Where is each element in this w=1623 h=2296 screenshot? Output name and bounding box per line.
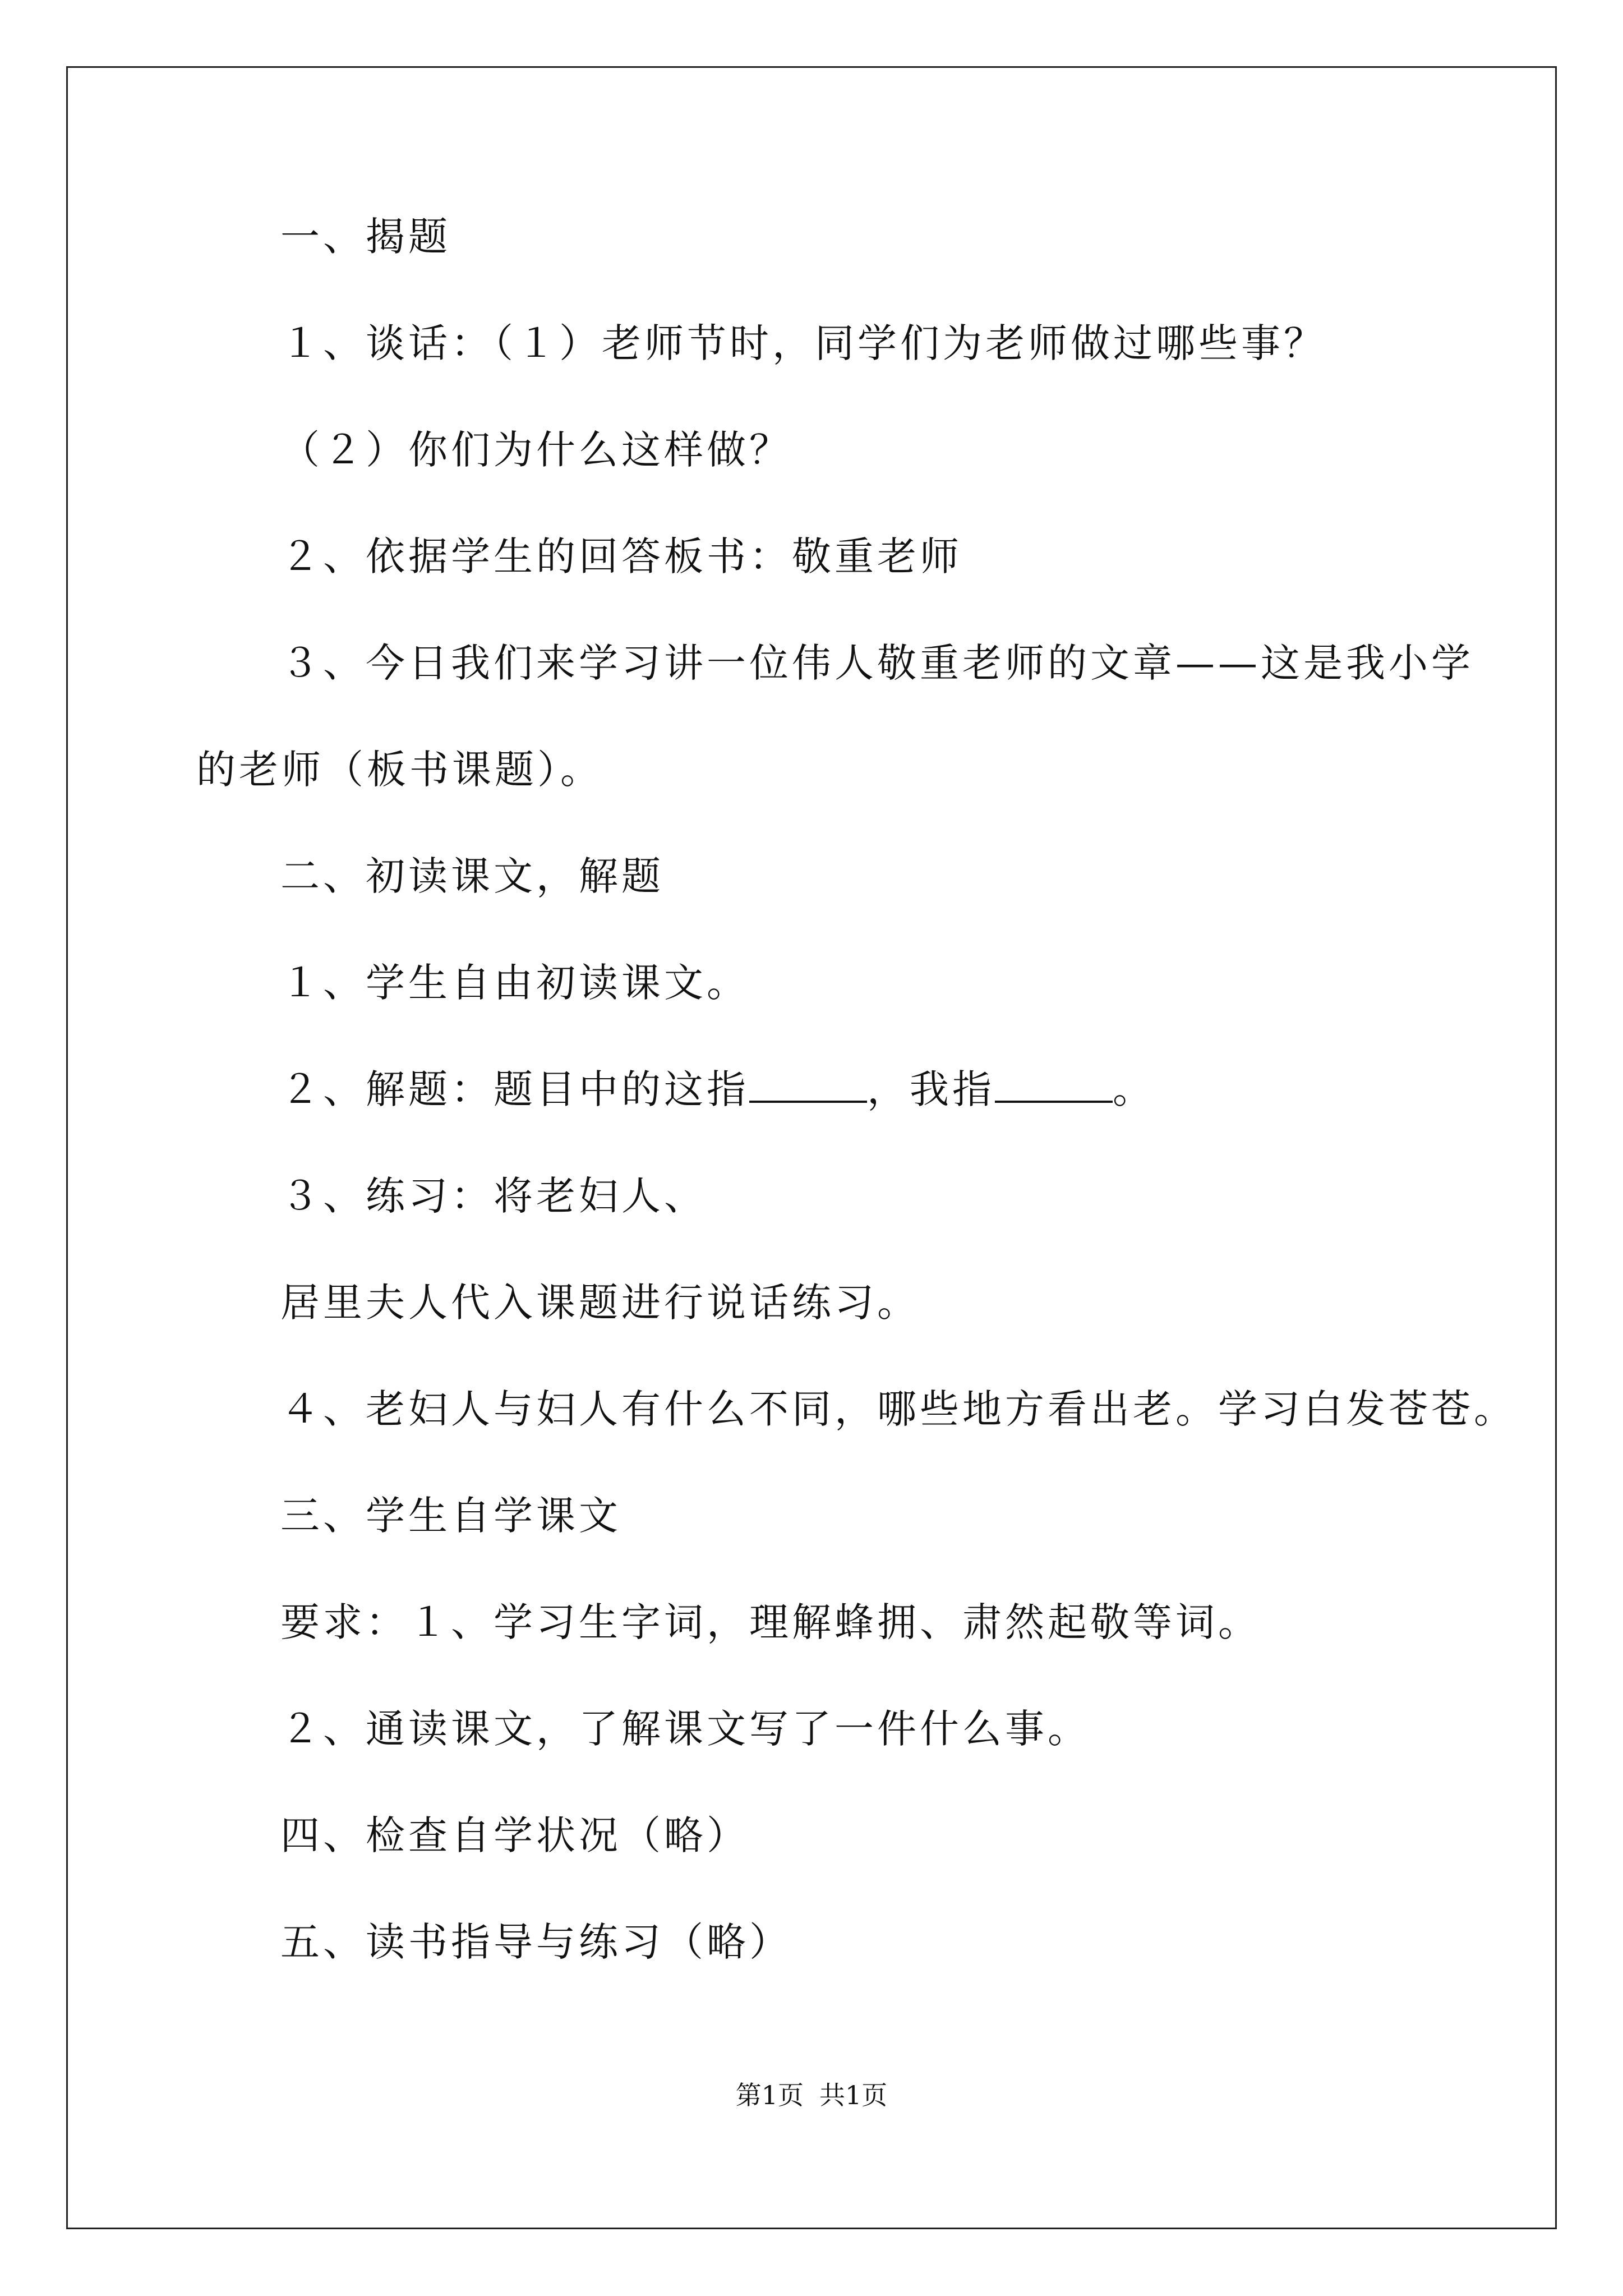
heading-2: 二、初读课文，解题 bbox=[280, 853, 664, 899]
paragraph: 要求：１、学习生字词，理解蜂拥、肃然起敬等词。 bbox=[280, 1599, 1261, 1645]
paragraph: ４、老妇人与妇人有什么不同，哪些地方看出老。学习白发苍苍。 bbox=[280, 1386, 1516, 1432]
fill-blank-1 bbox=[749, 1067, 867, 1103]
paragraph: １、谈话：（１）老师节时，同学们为老师做过哪些事？ bbox=[280, 320, 1326, 366]
paragraph: １、学生自由初读课文。 bbox=[280, 960, 749, 1006]
page-border bbox=[66, 66, 1557, 2229]
page-number-total: 共1页 bbox=[819, 2080, 888, 2110]
blank-prefix: ２、解题：题目中的这指 bbox=[280, 1066, 749, 1112]
fill-blank-2 bbox=[995, 1067, 1113, 1103]
page-number-current: 第1页 bbox=[735, 2080, 804, 2110]
paragraph: 居里夫人代入课题进行说话练习。 bbox=[280, 1280, 920, 1326]
paragraph-continuation: 的老师（板书课题）。 bbox=[196, 747, 603, 793]
paragraph: ２、依据学生的回答板书：敬重老师 bbox=[280, 533, 962, 579]
paragraph-with-blanks bbox=[280, 1061, 1155, 1117]
page-footer bbox=[0, 2078, 1623, 2112]
paragraph: ３、练习：将老妇人、 bbox=[280, 1173, 707, 1219]
heading-3: 三、学生自学课文 bbox=[280, 1493, 621, 1539]
heading-4: 四、检查自学状况（略） bbox=[280, 1812, 749, 1858]
heading-1: 一、揭题 bbox=[280, 214, 451, 260]
paragraph: （２）你们为什么这样做？ bbox=[280, 427, 792, 473]
paragraph: ２、通读课文，了解课文写了一件什么事。 bbox=[280, 1706, 1090, 1752]
heading-5: 五、读书指导与练习（略） bbox=[280, 1919, 792, 1965]
paragraph: ３、今日我们来学习讲一位伟人敬重老师的文章——这是我小学 bbox=[280, 640, 1474, 686]
blank-suffix: 。 bbox=[1113, 1066, 1155, 1112]
blank-middle: ，我指 bbox=[867, 1066, 995, 1112]
